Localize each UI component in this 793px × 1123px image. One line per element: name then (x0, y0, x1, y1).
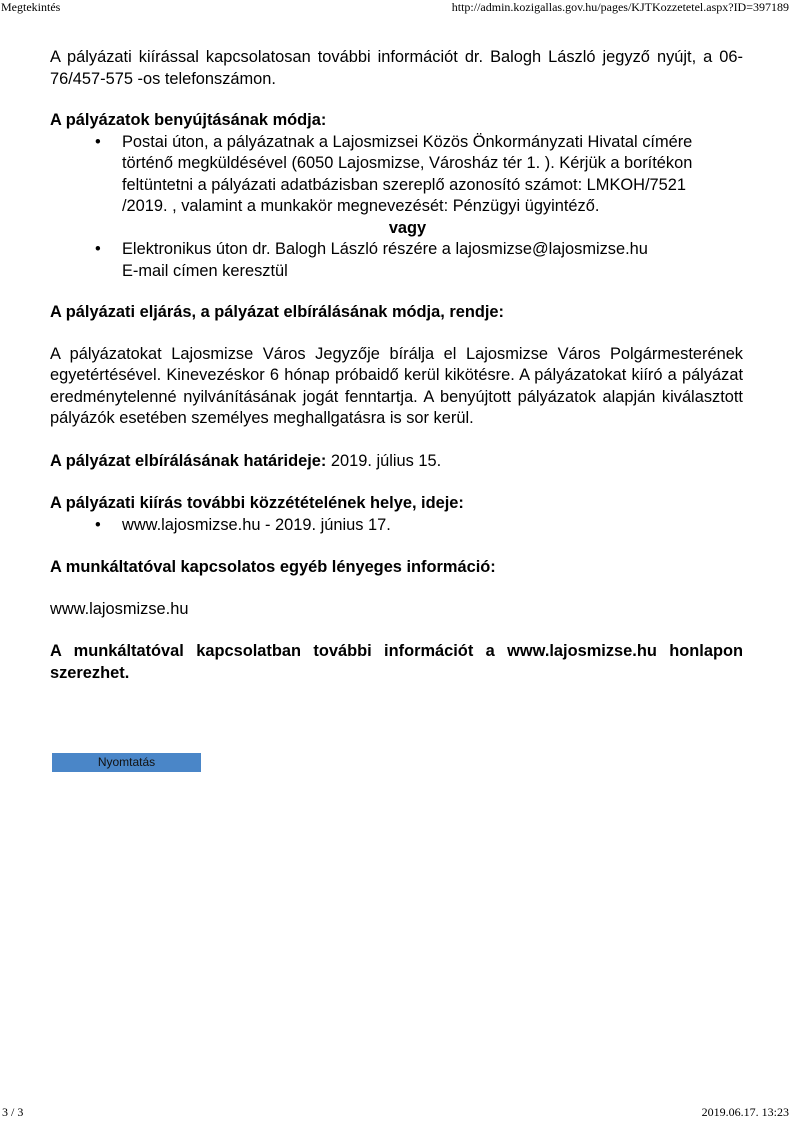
print-header (0, 0, 793, 16)
submission-section (50, 110, 743, 282)
employer-info-title: A munkáltatóval kapcsolatos egyéb lényeges információ: (50, 558, 496, 576)
print-button[interactable]: Nyomtatás (52, 753, 201, 772)
postal-line-4: /2019. , valamint a munkakör megnevezését: Pénzügyi ügyintéző. (122, 197, 600, 215)
bullet-icon: • (95, 515, 101, 534)
employer-info-section (50, 557, 743, 620)
submission-list (50, 132, 743, 218)
list-item (50, 132, 743, 218)
procedure-text: A pályázatokat Lajosmizse Város Jegyzője bírálja el Lajosmizse Város Polgármesterének egyetértésével. Kinevezéskor 6 hónap próbaidő kerül kikötésre. A pályázatokat kiíró a pályázat eredménytelenné nyilvánításának jogát fenntartja. A benyújtott pályázatok alapján kiválasztott pályázók esetében személyes meghallgatásra is sor kerül. (50, 344, 743, 427)
publication-title: A pályázati kiírás további közzétételének helye, ideje: (50, 494, 464, 512)
publication-item: www.lajosmizse.hu - 2019. június 17. (122, 515, 391, 534)
closing-paragraph: A munkáltatóval kapcsolatban további információt a www.lajosmizse.hu honlapon szerezhet. (50, 642, 743, 682)
postal-line-3: feltüntetni a pályázati adatbázisban szereplő azonosító számot: LMKOH/7521 (122, 175, 686, 194)
list-item (50, 239, 743, 261)
email-continuation: E-mail címen keresztül (122, 261, 288, 280)
deadline-label: A pályázat elbírálásának határideje: (50, 451, 327, 470)
print-header-url: http://admin.kozigallas.gov.hu/pages/KJTKozzetetel.aspx?ID=397189 (451, 0, 789, 14)
document-content (50, 47, 743, 684)
bullet-icon: • (95, 240, 101, 258)
or-separator: vagy (388, 218, 427, 237)
print-header-title: Megtekintés (1, 0, 61, 14)
deadline-line (50, 451, 743, 473)
deadline-value: 2019. július 15. (326, 451, 442, 470)
employer-info-value: www.lajosmizse.hu (50, 599, 189, 618)
submission-title: A pályázatok benyújtásának módja: (50, 111, 327, 129)
postal-line-2: történő megküldésével (6050 Lajosmizse, Városház tér 1. ). Kérjük a borítékon (122, 154, 693, 172)
bullet-icon: • (95, 132, 101, 151)
procedure-title: A pályázati eljárás, a pályázat elbírálásának módja, rendje: (50, 303, 504, 321)
intro-paragraph: A pályázati kiírással kapcsolatosan további információt dr. Balogh László jegyző nyújt, a 06-76/457-575 -os telefonszámon. (50, 48, 743, 88)
print-datetime: 2019.06.17. 13:23 (701, 1105, 789, 1119)
submission-list-electronic (50, 239, 743, 261)
print-footer (0, 1103, 793, 1123)
list-item (50, 515, 743, 537)
electronic-submission-text: Elektronikus úton dr. Balogh László részére a lajosmizse@lajosmizse.hu (122, 240, 648, 258)
page-number: 3 / 3 (2, 1105, 24, 1119)
procedure-section (50, 302, 743, 430)
postal-line-1: Postai úton, a pályázatnak a Lajosmizsei Közös Önkormányzati Hivatal címére (122, 132, 693, 151)
publication-section (50, 493, 743, 536)
publication-list (50, 515, 743, 537)
